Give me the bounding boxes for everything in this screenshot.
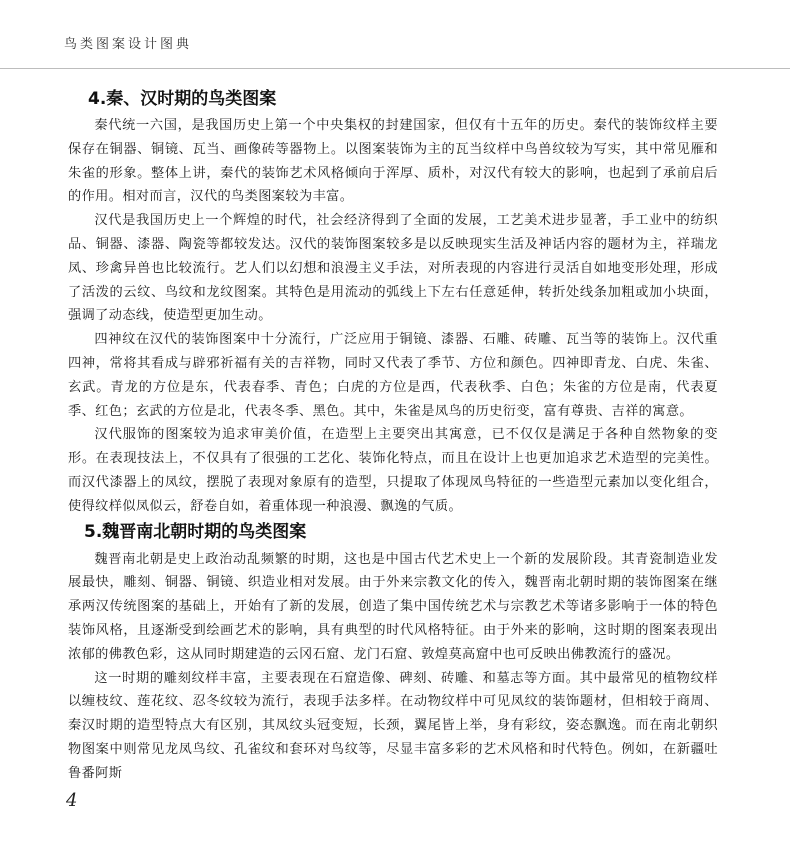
- page-number: 4: [66, 790, 78, 811]
- section-title-qin-han: 4.秦、汉时期的鸟类图案: [88, 89, 277, 109]
- paragraph: 汉代服饰的图案较为追求审美价值，在造型上主要突出其寓意，已不仅仅是满足于各种自然物象的变形。在表现技法上，不仅具有了很强的工艺化、装饰化特点，而且在设计上也更加追求艺术造型的完美性。而汉代漆器上的凤纹，摆脱了表现对象原有的造型，只提取了体现凤鸟特征的一些造型元素加以变化组合，使得纹样似凤似云，舒卷自如，着重体现一种浪漫、飘逸的气质。: [68, 427, 718, 514]
- paragraph: 四神纹在汉代的装饰图案中十分流行，广泛应用于铜镜、漆器、石雕、砖雕、瓦当等的装饰上。汉代重四神，常将其看成与辟邪祈福有关的吉祥物，同时又代表了季节、方位和颜色。四神即青龙、白虎、朱雀、玄武。青龙的方位是东，代表春季、青色；白虎的方位是西，代表秋季、白色；朱雀的方位是南，代表夏季、红色；玄武的方位是北，代表冬季、黑色。其中，朱雀是凤鸟的历史衍变，富有尊贵、吉祥的寓意。: [68, 332, 718, 419]
- page-body: [68, 86, 718, 786]
- paragraph: 秦代统一六国，是我国历史上第一个中央集权的封建国家，但仅有十五年的历史。秦代的装饰纹样主要保存在铜器、铜镜、瓦当、画像砖等器物上。以图案装饰为主的瓦当纹样中鸟兽纹较为写实，其中常见雁和朱雀的形象。整体上讲，秦代的装饰艺术风格倾向于浑厚、质朴，对汉代有较大的影响，也起到了承前启后的作用。相对而言，汉代的鸟类图案较为丰富。: [68, 118, 718, 205]
- paragraph: 汉代是我国历史上一个辉煌的时代，社会经济得到了全面的发展，工艺美术进步显著，手工业中的纺织品、铜器、漆器、陶瓷等都较发达。汉代的装饰图案较多是以反映现实生活及神话内容的题材为主，祥瑞龙凤、珍禽异兽也比较流行。艺人们以幻想和浪漫主义手法，对所表现的内容进行灵活自如地变形处理，形成了活泼的云纹、鸟纹和龙纹图案。其特色是用流动的弧线上下左右任意延伸，转折处线条加粗或加小块面，强调了动态线，使造型更加生动。: [68, 213, 718, 324]
- paragraph: 这一时期的雕刻纹样丰富，主要表现在石窟造像、碑刻、砖雕、和墓志等方面。其中最常见的植物纹样以缠枝纹、莲花纹、忍冬纹较为流行，表现手法多样。在动物纹样中可见凤纹的装饰题材，但相较于商周、秦汉时期的造型特点大有区别，其凤纹头冠变短，长颈，翼尾皆上举，身有彩纹，姿态飘逸。而在南北朝织物图案中则常见龙凤鸟纹、孔雀纹和套环对鸟纹等，尽显丰富多彩的艺术风格和时代特色。例如，在新疆吐鲁番阿斯: [68, 670, 718, 781]
- running-header-book-title: 鸟类图案设计图典: [64, 37, 193, 52]
- paragraph: 魏晋南北朝是史上政治动乱频繁的时期，这也是中国古代艺术史上一个新的发展阶段。其青瓷制造业发展最快，雕刻、铜器、铜镜、织造业相对发展。由于外来宗教文化的传入，魏晋南北朝时期的装饰图案在继承两汉传统图案的基础上，开始有了新的发展，创造了集中国传统艺术与宗教艺术等诸多影响于一体的特色装饰风格，且逐渐受到绘画艺术的影响，具有典型的时代风格特征。由于外来的影响，这时期的图案表现出浓郁的佛教色彩，这从同时期建造的云冈石窟、龙门石窟、敦煌莫高窟中也可反映出佛教流行的盛况。: [68, 551, 718, 662]
- header-divider: [0, 68, 790, 69]
- section-title-wei-jin: 5.魏晋南北朝时期的鸟类图案: [84, 521, 307, 542]
